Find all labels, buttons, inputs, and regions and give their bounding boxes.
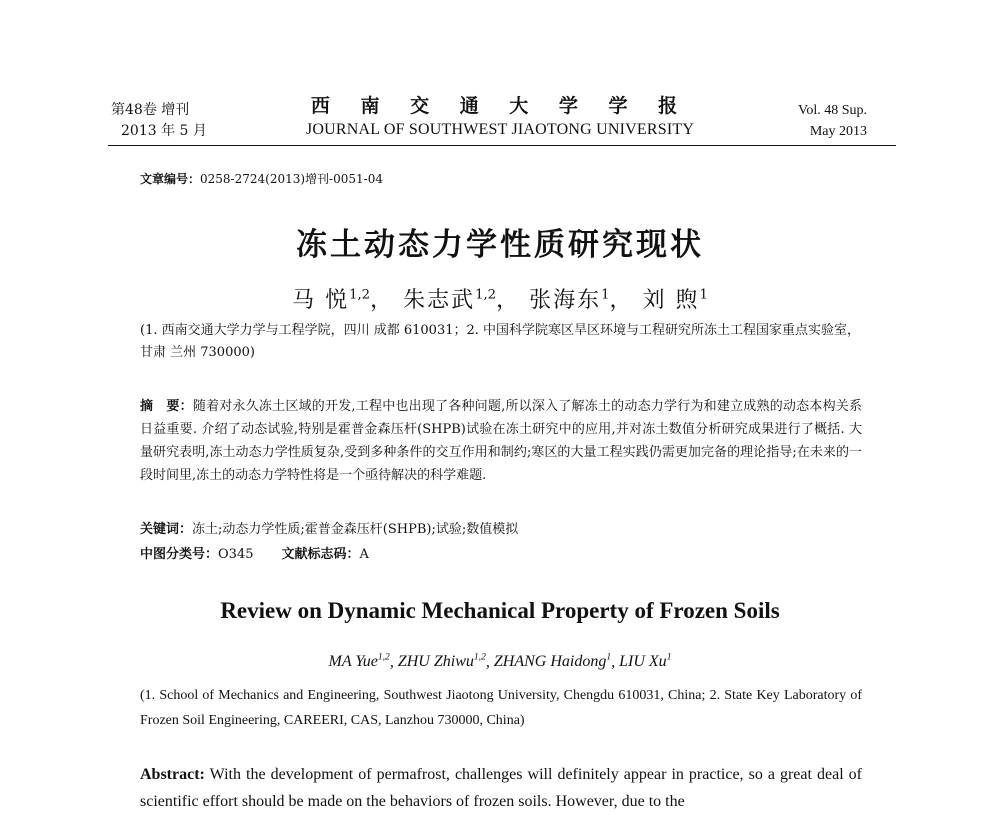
journal-name-en: JOURNAL OF SOUTHWEST JIAOTONG UNIVERSITY: [305, 121, 695, 138]
keywords-cn-text: 冻土;动态力学性质;霍普金森压杆(SHPB);试验;数值模拟: [192, 522, 519, 537]
abstract-en-label: Abstract:: [140, 766, 205, 783]
publish-date: 2013 年 5 月: [121, 123, 207, 139]
author-list-cn: 马 悦$^{1,2}$， 朱志武$^{1,2}$， 张海东$^1$， 刘 煦$^1$: [292, 287, 708, 313]
abstract-cn-label: 摘 要：: [140, 399, 193, 414]
author-en: MA Yue$^{1,2}$: [328, 652, 390, 671]
doc-code-label: 文献标志码：: [281, 547, 360, 562]
clc-label: 中图分类号：: [140, 547, 219, 562]
author-en: ZHU Zhiwu$^{1,2}$: [397, 652, 486, 671]
paper-title-cn: 冻土动态力学性质研究现状: [296, 227, 704, 263]
header-divider: [108, 145, 896, 146]
doc-code-value: A: [359, 547, 369, 562]
abstract-cn: [140, 395, 862, 487]
author-list-en: MA Yue$^{1,2}$, ZHU Zhiwu$^{1,2}$, ZHANG Haidong$^1$, LIU Xu$^1$: [328, 652, 672, 671]
affiliation-cn: (1. 西南交通大学力学与工程学院，四川 成都 610031；2. 中国科学院寒区旱区环境与工程研究所冻土工程国家重点实验室，甘肃 兰州 730000): [140, 323, 861, 360]
volume-issue: 第48卷 增刊: [111, 102, 190, 118]
journal-name: [290, 93, 710, 141]
author-en: LIU Xu$^1$: [619, 652, 672, 671]
author-cn: 马 悦$^{1,2}$: [292, 287, 371, 313]
classification-row: [140, 543, 369, 566]
issue-info: [111, 100, 207, 142]
affiliation-en: (1. School of Mechanics and Engineering, Southwest Jiaotong University, Chengdu 610031, China; 2. State Key Laboratory of Frozen Soil Engineering, CAREERI, CAS, Lanzhou 730000, China): [140, 688, 862, 728]
abstract-en-text: With the development of permafrost, challenges will definitely appear in practice, so a great deal of scientific effort should be made on the behaviors of frozen soils. However, due to the: [140, 766, 862, 810]
keywords-cn: [140, 518, 862, 541]
author-en: ZHANG Haidong$^1$: [493, 652, 612, 671]
clc-value: O345: [218, 547, 254, 562]
article-number: [140, 170, 383, 187]
article-number-value: 0258-2724(2013)增刊-0051-04: [200, 172, 383, 186]
author-cn: 刘 煦$^1$: [642, 287, 708, 313]
abstract-en: [140, 761, 862, 815]
paper-title-en: Review on Dynamic Mechanical Property of Frozen Soils: [220, 598, 780, 623]
volume-issue-en: Vol. 48 Sup.: [798, 103, 867, 118]
journal-name-cn: 西 南 交 通 大 学 学 报: [310, 95, 690, 117]
issue-info-en: [798, 100, 867, 142]
article-number-label: 文章编号：: [140, 172, 201, 186]
keywords-cn-label: 关键词：: [140, 522, 193, 537]
publish-date-en: May 2013: [809, 124, 867, 139]
author-cn: 朱志武$^{1,2}$: [403, 287, 497, 313]
author-cn: 张海东$^1$: [529, 287, 610, 313]
abstract-cn-text: 随着对永久冻土区域的开发,工程中也出现了各种问题,所以深入了解冻土的动态力学行为和建立成熟的动态本构关系日益重要. 介绍了动态试验,特别是霍普金森压杆(SHPB)试验在冻土研究中的应用,并对冻土数值分析研究成果进行了概括. 大量研究表明,冻土动态力学性质复杂,受到多种条件的交互作用和制约;寒区的大量工程实践仍需更加完备的理论指导;在未来的一段时间里,冻土的动态力学特性将是一个亟待解决的科学难题.: [140, 399, 862, 483]
